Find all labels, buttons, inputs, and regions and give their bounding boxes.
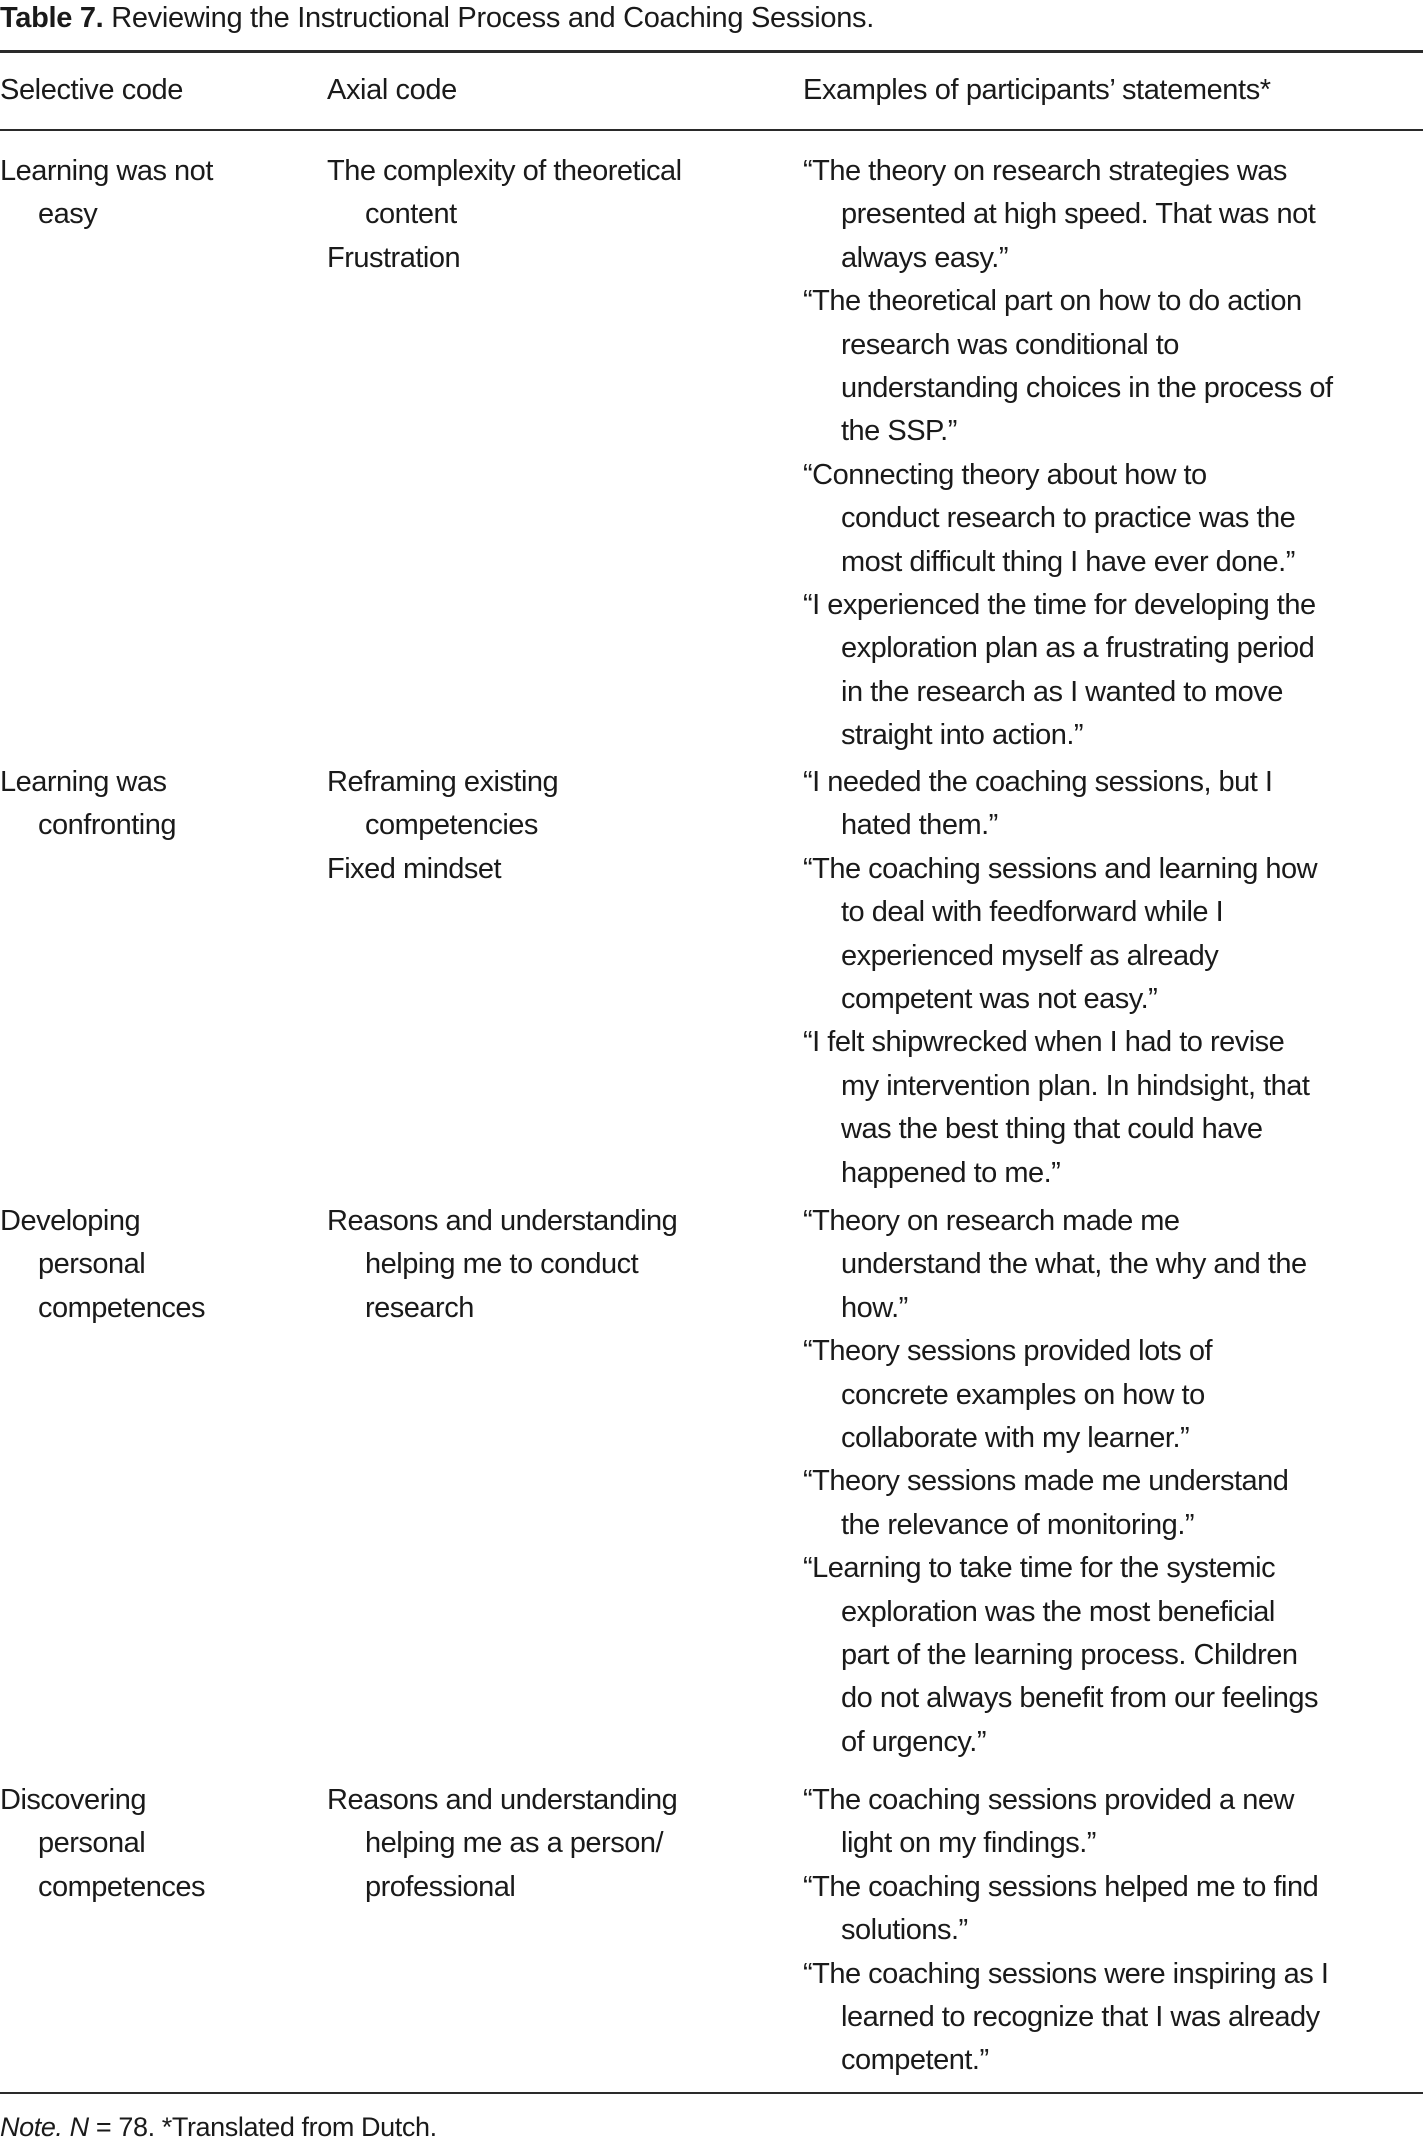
table-caption [0, 2, 874, 35]
statement-line: “The coaching sessions provided a new [803, 1784, 1294, 1816]
note-label: Note. [0, 2112, 63, 2142]
axial-code-line: The complexity of theoretical [327, 155, 682, 187]
statement-line: light on my findings.” [841, 1827, 1096, 1860]
selective-code-line: competences [38, 1870, 205, 1903]
statement-line: presented at high speed. That was not [841, 198, 1316, 231]
statement-line: “I experienced the time for developing the [803, 589, 1316, 622]
statement-line: always easy.” [841, 241, 1009, 274]
selective-code-line: confronting [38, 809, 176, 842]
statement-line: hated them.” [841, 809, 998, 842]
header-rule [0, 129, 1423, 131]
statement-line: straight into action.” [841, 719, 1084, 752]
statements-cell [803, 761, 1317, 1195]
statement-line: “The coaching sessions helped me to find [803, 1870, 1319, 1903]
selective-code-line: competences [38, 1291, 205, 1324]
axial-code-line: content [365, 198, 457, 231]
selective-code-line: personal [38, 1827, 146, 1860]
statement-line: “The coaching sessions and learning how [803, 852, 1318, 885]
selective-code-line: Discovering [0, 1784, 146, 1816]
statement-line: my intervention plan. In hindsight, that [841, 1069, 1310, 1102]
statement-line: to deal with feedforward while I [841, 896, 1224, 929]
statement-line: competent.” [841, 2044, 989, 2077]
axial-code-line: competencies [365, 809, 538, 842]
statement-line: “Theory sessions provided lots of [803, 1335, 1213, 1368]
axial-code-line: helping me as a person/ [365, 1827, 664, 1860]
axial-code-cell [327, 761, 558, 891]
selective-code-line: easy [38, 198, 98, 231]
selective-code-cell [0, 1779, 205, 1909]
statement-line: the relevance of monitoring.” [841, 1508, 1195, 1541]
participant-statement [803, 1200, 1318, 1330]
selective-code-line: Developing [0, 1205, 141, 1237]
note-text: = 78. *Translated from Dutch. [88, 2112, 437, 2142]
participant-statement [803, 1547, 1318, 1764]
statement-line: understanding choices in the process of [841, 372, 1333, 405]
statement-line: competent was not easy.” [841, 983, 1158, 1016]
top-rule [0, 50, 1423, 53]
participant-statement [803, 1866, 1328, 1953]
statement-line: in the research as I wanted to move [841, 675, 1283, 708]
note-n-label: N [69, 2112, 89, 2142]
statement-line: “I felt shipwrecked when I had to revise [803, 1026, 1285, 1059]
table-label: Table 7. [0, 2, 104, 34]
statements-cell [803, 1779, 1328, 2083]
statement-line: was the best thing that could have [841, 1113, 1263, 1146]
participant-statement [803, 1779, 1328, 1866]
selective-code-cell [0, 761, 176, 848]
table-title: Reviewing the Instructional Process and Coaching Sessions. [111, 2, 875, 34]
table-note [0, 2112, 437, 2143]
statement-line: of urgency.” [841, 1725, 986, 1758]
statement-line: concrete examples on how to [841, 1378, 1205, 1411]
axial-code-line: research [365, 1291, 474, 1324]
statement-line: how.” [841, 1291, 908, 1324]
statement-line: collaborate with my learner.” [841, 1422, 1190, 1455]
statement-line: most difficult thing I have ever done.” [841, 545, 1295, 578]
statement-line: “Learning to take time for the systemic [803, 1552, 1276, 1585]
statement-line: solutions.” [841, 1914, 968, 1947]
statement-line: do not always benefit from our feelings [841, 1682, 1318, 1715]
participant-statement [803, 584, 1333, 758]
selective-code-line: Learning was not [0, 155, 213, 187]
statement-line: “Connecting theory about how to [803, 458, 1207, 491]
participant-statement [803, 761, 1317, 848]
statements-cell [803, 1200, 1318, 1764]
statement-line: experienced myself as already [841, 939, 1219, 972]
statement-line: exploration plan as a frustrating period [841, 632, 1315, 665]
participant-statement [803, 1953, 1328, 2083]
axial-code-cell [327, 1779, 677, 1909]
axial-code-line: professional [365, 1870, 516, 1903]
selective-code-line: personal [38, 1248, 146, 1281]
statement-line: “The theory on research strategies was [803, 155, 1287, 187]
statements-cell [803, 150, 1333, 758]
participant-statement [803, 150, 1333, 280]
axial-code-line: Reasons and understanding [327, 1205, 678, 1237]
statement-line: understand the what, the why and the [841, 1248, 1307, 1281]
statement-line: research was conditional to [841, 328, 1179, 361]
statement-line: “The coaching sessions were inspiring as I [803, 1957, 1329, 1990]
selective-code-cell [0, 150, 213, 237]
statement-line: exploration was the most beneficial [841, 1595, 1275, 1628]
statement-line: part of the learning process. Children [841, 1639, 1298, 1672]
header-selective-code: Selective code [0, 74, 184, 106]
statement-line: “I needed the coaching sessions, but I [803, 766, 1273, 798]
axial-code-cell [327, 1200, 677, 1330]
statement-line: “Theory sessions made me understand [803, 1465, 1289, 1498]
header-statements: Examples of participants’ statements* [803, 74, 1271, 106]
axial-code-line: Fixed mindset [327, 852, 502, 885]
statement-line: “Theory on research made me [803, 1205, 1180, 1237]
statement-line: happened to me.” [841, 1156, 1061, 1189]
statement-line: “The theoretical part on how to do action [803, 285, 1302, 318]
statement-line: the SSP.” [841, 415, 957, 448]
selective-code-line: Learning was [0, 766, 167, 798]
participant-statement [803, 1021, 1317, 1195]
participant-statement [803, 280, 1333, 454]
axial-code-line: Reasons and understanding [327, 1784, 678, 1816]
bottom-rule [0, 2092, 1423, 2094]
participant-statement [803, 454, 1333, 584]
axial-code-line: Reframing existing [327, 766, 559, 798]
axial-code-cell [327, 150, 682, 280]
participant-statement [803, 848, 1317, 1022]
axial-code-line: Frustration [327, 241, 461, 274]
selective-code-cell [0, 1200, 205, 1330]
header-axial-code: Axial code [327, 74, 457, 106]
participant-statement [803, 1330, 1318, 1460]
statement-line: conduct research to practice was the [841, 502, 1296, 535]
axial-code-line: helping me to conduct [365, 1248, 639, 1281]
statement-line: learned to recognize that I was already [841, 2001, 1320, 2034]
participant-statement [803, 1460, 1318, 1547]
